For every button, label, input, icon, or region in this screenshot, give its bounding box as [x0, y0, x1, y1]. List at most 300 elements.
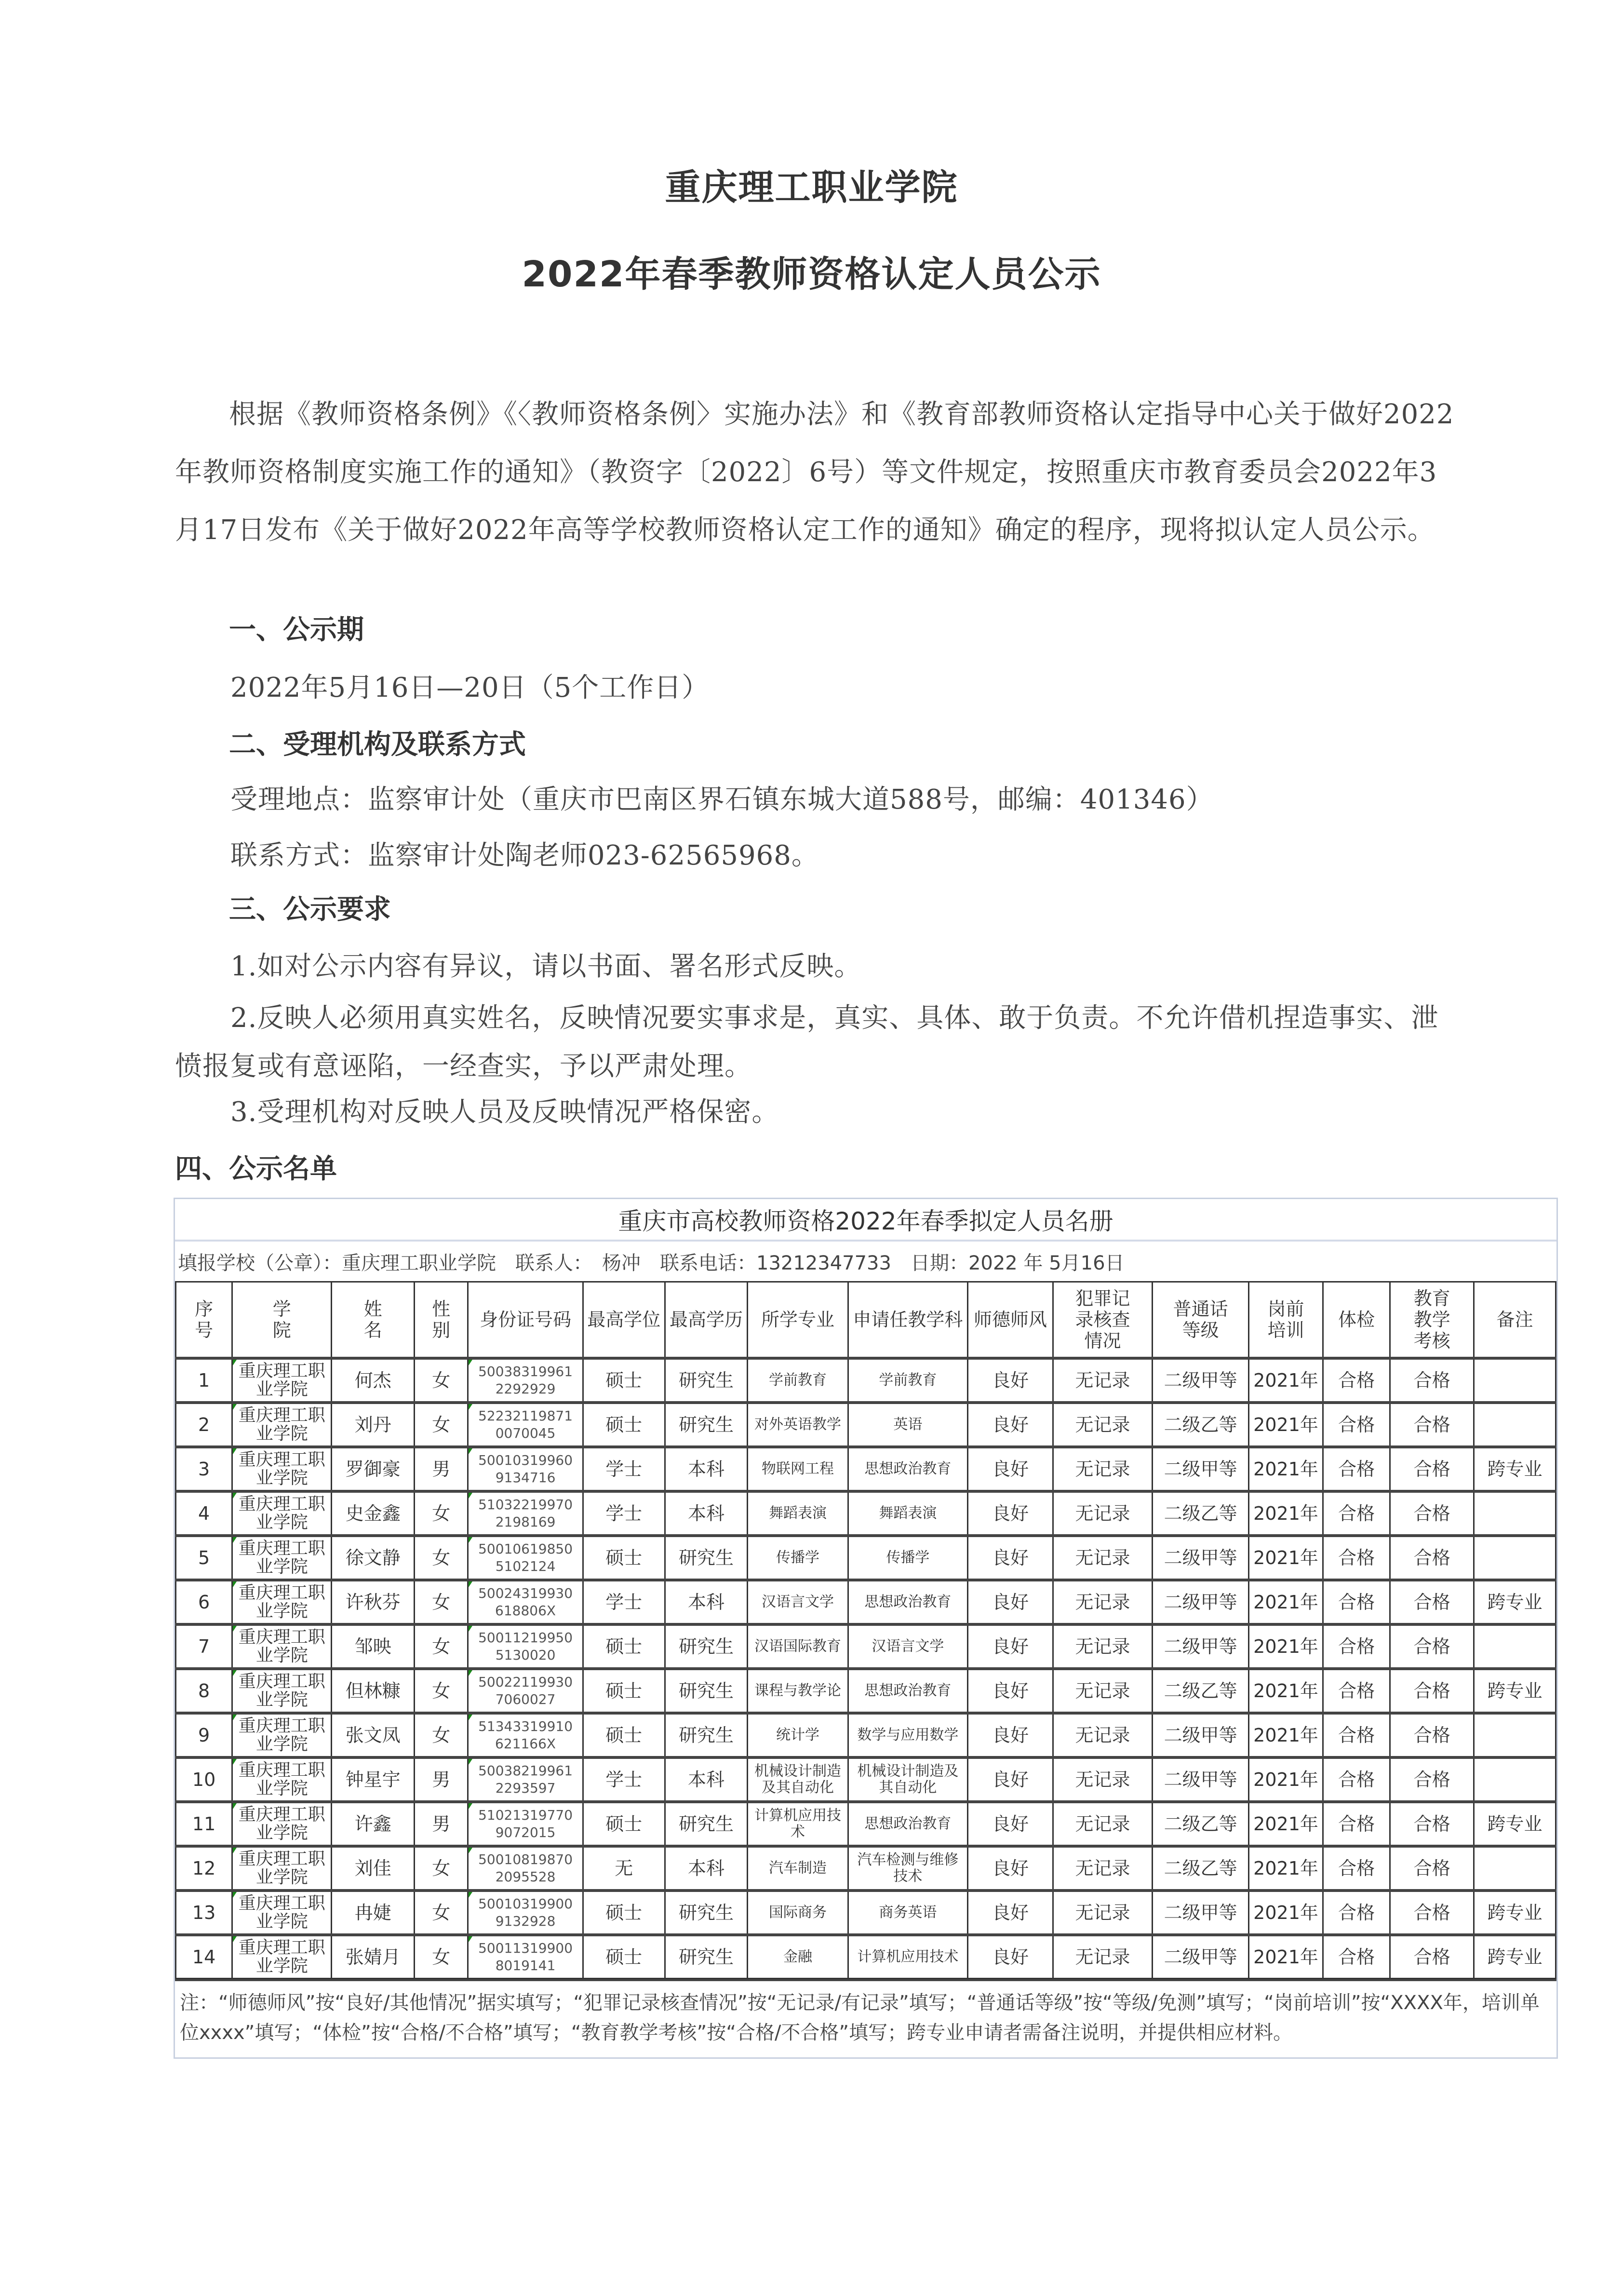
ethics-cell — [968, 1624, 1053, 1669]
remarks-cell — [1474, 1447, 1556, 1491]
cell-comment-marker-icon — [233, 1448, 237, 1454]
teaching-subject-value: 舞蹈表演 — [879, 1505, 937, 1522]
gender-cell — [415, 1358, 468, 1403]
report-date: 日期：2022 年 5月16日 — [910, 1252, 1125, 1274]
education-cell — [665, 1403, 748, 1447]
contact-phone: 联系电话：13212347733 — [660, 1252, 891, 1274]
degree-cell — [583, 1403, 665, 1447]
mandarin-level-cell — [1153, 1358, 1249, 1403]
ethics-value: 良好 — [992, 1946, 1029, 1968]
id-number-value: 51343319910621166X — [478, 1718, 573, 1752]
mandarin-level-cell — [1153, 1669, 1249, 1713]
roster-sheet — [174, 1198, 1558, 2059]
header-text-line: 名 — [363, 1320, 382, 1341]
degree-value: 无 — [615, 1858, 633, 1879]
college-cell — [232, 1580, 332, 1624]
cell-comment-marker-icon — [469, 1670, 472, 1676]
seq-value: 6 — [198, 1592, 210, 1613]
teaching-subject-value: 汉语言文学 — [872, 1638, 944, 1655]
physical-exam-value: 合格 — [1338, 1858, 1375, 1879]
cell-comment-marker-icon — [233, 1670, 237, 1676]
section1-heading: 一、公示期 — [229, 614, 364, 646]
id-number-value: 500112199505130020 — [478, 1630, 573, 1663]
remarks-cell — [1474, 1358, 1556, 1403]
col-physical-exam-header: 体检 — [1323, 1282, 1390, 1359]
college-value: 重庆理工职业学院 — [238, 1494, 325, 1532]
gender-value: 女 — [432, 1414, 451, 1435]
criminal-record-value: 无记录 — [1075, 1370, 1130, 1391]
mandarin-level-value: 二级甲等 — [1164, 1547, 1237, 1568]
ethics-cell — [968, 1358, 1053, 1403]
document-subtitle: 2022年春季教师资格认定人员公示 — [522, 254, 1101, 295]
seq-value: 4 — [198, 1503, 210, 1524]
teaching-subject-value: 思想政治教育 — [864, 1682, 952, 1699]
name-cell — [332, 1713, 415, 1757]
degree-cell — [583, 1447, 665, 1491]
id-number-cell — [468, 1713, 583, 1757]
major-value: 国际商务 — [768, 1904, 827, 1921]
criminal-record-value: 无记录 — [1075, 1680, 1130, 1702]
college-cell — [232, 1935, 332, 1979]
header-text-line: 性 — [432, 1298, 451, 1320]
ethics-value: 良好 — [992, 1813, 1029, 1835]
teaching-assessment-cell — [1390, 1891, 1474, 1935]
major-value: 汉语国际教育 — [754, 1638, 841, 1655]
criminal-record-cell — [1053, 1624, 1152, 1669]
education-value: 本科 — [687, 1459, 724, 1480]
col-college-header — [232, 1282, 332, 1359]
seq-value: 13 — [192, 1902, 216, 1923]
pre-job-training-value: 2021年 — [1253, 1503, 1318, 1524]
criminal-record-value: 无记录 — [1075, 1636, 1130, 1657]
education-cell — [665, 1802, 748, 1846]
degree-cell — [583, 1358, 665, 1403]
teaching-assessment-cell — [1390, 1669, 1474, 1713]
education-value: 本科 — [687, 1858, 724, 1879]
gender-cell — [415, 1447, 468, 1491]
teaching-subject-value: 学前教育 — [879, 1372, 937, 1389]
criminal-record-cell — [1053, 1669, 1152, 1713]
id-number-value: 510322199702198169 — [478, 1497, 573, 1530]
table-row — [176, 1669, 1556, 1713]
education-value: 研究生 — [678, 1946, 734, 1968]
seq-cell — [176, 1846, 232, 1891]
college-value: 重庆理工职业学院 — [238, 1672, 325, 1710]
criminal-record-value: 无记录 — [1075, 1725, 1130, 1746]
seq-cell — [176, 1891, 232, 1935]
education-cell — [665, 1491, 748, 1536]
table-row — [176, 1935, 1556, 1979]
college-cell — [232, 1624, 332, 1669]
table-note: 注：“师德师风”按“良好/其他情况”据实填写；“犯罪记录核查情况”按“无记录/有记录”填写；“普通话等级”按“等级/免测”填写；“岗前培训”按“XXXX年，培训单位xxxx”填写；“体检”按“合格/不合格”填写；“教育教学考核”按“合格/不合格”填写；跨专业申请者需备注说明，并提供相应材料。 — [175, 1979, 1556, 2057]
college-value: 重庆理工职业学院 — [238, 1627, 325, 1665]
degree-cell — [583, 1802, 665, 1846]
criminal-record-cell — [1053, 1358, 1152, 1403]
table-row — [176, 1891, 1556, 1935]
physical-exam-value: 合格 — [1338, 1902, 1375, 1923]
pre-job-training-value: 2021年 — [1253, 1547, 1318, 1568]
major-value: 对外英语教学 — [754, 1416, 841, 1433]
table-row — [176, 1491, 1556, 1536]
gender-value: 女 — [432, 1547, 451, 1568]
gender-cell — [415, 1536, 468, 1580]
degree-value: 学士 — [605, 1592, 643, 1613]
header-text-line: 情况 — [1084, 1330, 1121, 1351]
mandarin-level-cell — [1153, 1580, 1249, 1624]
id-number-cell — [468, 1536, 583, 1580]
teaching-assessment-cell — [1390, 1447, 1474, 1491]
degree-cell — [583, 1536, 665, 1580]
criminal-record-cell — [1053, 1713, 1152, 1757]
criminal-record-value: 无记录 — [1075, 1503, 1130, 1524]
ethics-cell — [968, 1935, 1053, 1979]
criminal-record-value: 无记录 — [1075, 1547, 1130, 1568]
degree-value: 硕士 — [605, 1902, 643, 1923]
teaching-subject-cell — [848, 1624, 968, 1669]
id-number-cell — [468, 1447, 583, 1491]
teaching-subject-value: 计算机应用技术 — [857, 1948, 959, 1965]
mandarin-level-cell — [1153, 1891, 1249, 1935]
remarks-cell — [1474, 1491, 1556, 1536]
teaching-assessment-cell — [1390, 1935, 1474, 1979]
gender-value: 女 — [432, 1370, 451, 1391]
mandarin-level-value: 二级甲等 — [1164, 1769, 1237, 1790]
teaching-assessment-cell — [1390, 1846, 1474, 1891]
id-number-value: 510213197709072015 — [478, 1807, 573, 1840]
teaching-subject-value: 思想政治教育 — [864, 1460, 952, 1477]
gender-value: 女 — [432, 1902, 451, 1923]
header-text-line: 犯罪记 — [1075, 1288, 1130, 1309]
gender-value: 女 — [432, 1946, 451, 1968]
header-row — [176, 1282, 1556, 1359]
major-value: 机械设计制造及其自动化 — [754, 1763, 841, 1796]
name-cell — [332, 1403, 415, 1447]
major-value: 课程与教学论 — [754, 1682, 841, 1699]
id-number-cell — [468, 1403, 583, 1447]
criminal-record-cell — [1053, 1536, 1152, 1580]
college-cell — [232, 1669, 332, 1713]
seq-cell — [176, 1580, 232, 1624]
cell-comment-marker-icon — [233, 1404, 237, 1410]
name-value: 邹映 — [354, 1636, 391, 1657]
name-value: 张文凤 — [345, 1725, 401, 1746]
college-cell — [232, 1891, 332, 1935]
name-value: 张婧月 — [345, 1946, 401, 1968]
mandarin-level-cell — [1153, 1403, 1249, 1447]
ethics-value: 良好 — [992, 1636, 1029, 1657]
seq-value: 3 — [198, 1459, 210, 1480]
ethics-cell — [968, 1403, 1053, 1447]
teaching-subject-value: 思想政治教育 — [864, 1594, 952, 1610]
criminal-record-value: 无记录 — [1075, 1858, 1130, 1879]
seq-value: 9 — [198, 1725, 210, 1746]
teaching-assessment-value: 合格 — [1413, 1769, 1450, 1790]
cell-comment-marker-icon — [469, 1404, 472, 1410]
teaching-assessment-cell — [1390, 1580, 1474, 1624]
ethics-cell — [968, 1713, 1053, 1757]
major-cell — [748, 1624, 848, 1669]
education-value: 本科 — [687, 1592, 724, 1613]
id-number-value: 50024319930618806X — [478, 1585, 573, 1619]
name-cell — [332, 1757, 415, 1802]
degree-value: 硕士 — [605, 1946, 643, 1968]
pre-job-training-cell — [1249, 1624, 1323, 1669]
major-cell — [748, 1757, 848, 1802]
degree-cell — [583, 1757, 665, 1802]
pre-job-training-cell — [1249, 1358, 1323, 1403]
gender-cell — [415, 1491, 468, 1536]
pre-job-training-value: 2021年 — [1253, 1414, 1318, 1435]
teaching-assessment-value: 合格 — [1413, 1414, 1450, 1435]
header-text-line: 院 — [272, 1320, 291, 1341]
id-number-cell — [468, 1757, 583, 1802]
gender-cell — [415, 1802, 468, 1846]
physical-exam-value: 合格 — [1338, 1946, 1375, 1968]
pre-job-training-cell — [1249, 1757, 1323, 1802]
pre-job-training-value: 2021年 — [1253, 1592, 1318, 1613]
requirement-item: 1.如对公示内容有异议，请以书面、署名形式反映。 — [230, 951, 862, 982]
pre-job-training-value: 2021年 — [1253, 1459, 1318, 1480]
major-value: 舞蹈表演 — [768, 1505, 827, 1522]
section2-heading: 二、受理机构及联系方式 — [229, 729, 526, 760]
ethics-value: 良好 — [992, 1414, 1029, 1435]
criminal-record-cell — [1053, 1447, 1152, 1491]
seq-value: 2 — [198, 1414, 210, 1435]
id-number-cell — [468, 1935, 583, 1979]
mandarin-level-value: 二级甲等 — [1164, 1946, 1237, 1968]
roster-title: 重庆市高校教师资格2022年春季拟定人员名册 — [175, 1199, 1556, 1242]
gender-value: 女 — [432, 1680, 451, 1702]
pre-job-training-value: 2021年 — [1253, 1370, 1318, 1391]
cell-comment-marker-icon — [469, 1448, 472, 1454]
college-value: 重庆理工职业学院 — [238, 1405, 325, 1444]
degree-cell — [583, 1891, 665, 1935]
remarks-cell — [1474, 1757, 1556, 1802]
cell-comment-marker-icon — [469, 1493, 472, 1499]
remarks-cell — [1474, 1536, 1556, 1580]
ethics-cell — [968, 1891, 1053, 1935]
teaching-assessment-cell — [1390, 1536, 1474, 1580]
mandarin-level-value: 二级甲等 — [1164, 1459, 1237, 1480]
ethics-value: 良好 — [992, 1459, 1029, 1480]
teaching-assessment-value: 合格 — [1413, 1813, 1450, 1835]
gender-cell — [415, 1669, 468, 1713]
name-cell — [332, 1447, 415, 1491]
teaching-subject-cell — [848, 1846, 968, 1891]
cell-comment-marker-icon — [233, 1936, 237, 1942]
major-cell — [748, 1935, 848, 1979]
major-value: 汽车制造 — [768, 1860, 827, 1877]
table-row — [176, 1447, 1556, 1491]
mandarin-level-value: 二级甲等 — [1164, 1902, 1237, 1923]
roster-info-line — [175, 1242, 1556, 1281]
teaching-assessment-value: 合格 — [1413, 1858, 1450, 1879]
name-cell — [332, 1491, 415, 1536]
degree-cell — [583, 1491, 665, 1536]
physical-exam-cell — [1323, 1358, 1390, 1403]
college-value: 重庆理工职业学院 — [238, 1361, 325, 1399]
degree-value: 硕士 — [605, 1547, 643, 1568]
intro-paragraph: 根据《教师资格条例》《〈教师资格条例〉实施办法》和《教育部教师资格认定指导中心关于做好2022年教师资格制度实施工作的通知》（教资字〔2022〕6号）等文件规定，按照重庆市教育委员会2022年3月17日发布《关于做好2022年高等学校教师资格认定工作的通知》确定的程序，现将拟认定人员公示。 — [175, 399, 1454, 546]
teaching-subject-value: 英语 — [893, 1416, 923, 1433]
criminal-record-value: 无记录 — [1075, 1946, 1130, 1968]
mandarin-level-value: 二级甲等 — [1164, 1592, 1237, 1613]
teaching-assessment-cell — [1390, 1624, 1474, 1669]
education-value: 研究生 — [678, 1680, 734, 1702]
name-cell — [332, 1935, 415, 1979]
gender-value: 男 — [432, 1769, 451, 1790]
teaching-assessment-cell — [1390, 1358, 1474, 1403]
teaching-subject-cell — [848, 1447, 968, 1491]
cell-comment-marker-icon — [233, 1715, 237, 1720]
college-value: 重庆理工职业学院 — [238, 1583, 325, 1621]
name-value: 罗御豪 — [345, 1459, 401, 1480]
cell-comment-marker-icon — [233, 1803, 237, 1809]
teaching-subject-cell — [848, 1403, 968, 1447]
seq-value: 5 — [198, 1547, 210, 1568]
teaching-assessment-value: 合格 — [1413, 1459, 1450, 1480]
gender-value: 女 — [432, 1592, 451, 1613]
col-seq-header — [176, 1282, 232, 1359]
gender-cell — [415, 1846, 468, 1891]
publicity-period: 2022年5月16日—20日（5个工作日） — [230, 672, 710, 703]
degree-cell — [583, 1669, 665, 1713]
college-value: 重庆理工职业学院 — [238, 1849, 325, 1887]
physical-exam-value: 合格 — [1338, 1370, 1375, 1391]
cell-comment-marker-icon — [469, 1936, 472, 1942]
id-number-value: 500382199612293597 — [478, 1763, 573, 1796]
mandarin-level-cell — [1153, 1447, 1249, 1491]
criminal-record-value: 无记录 — [1075, 1769, 1130, 1790]
education-value: 研究生 — [678, 1370, 734, 1391]
seq-cell — [176, 1536, 232, 1580]
seq-cell — [176, 1669, 232, 1713]
remarks-cell — [1474, 1846, 1556, 1891]
header-text-line: 号 — [195, 1320, 214, 1341]
seq-value: 8 — [198, 1680, 210, 1702]
degree-cell — [583, 1846, 665, 1891]
seq-cell — [176, 1713, 232, 1757]
gender-cell — [415, 1935, 468, 1979]
remarks-value: 跨专业 — [1487, 1592, 1543, 1613]
header-text-line: 序 — [195, 1298, 214, 1320]
gender-value: 男 — [432, 1813, 451, 1835]
section4-heading: 四、公示名单 — [175, 1153, 337, 1185]
physical-exam-value: 合格 — [1338, 1636, 1375, 1657]
college-cell — [232, 1846, 332, 1891]
criminal-record-value: 无记录 — [1075, 1459, 1130, 1480]
header-text-line: 别 — [432, 1320, 451, 1341]
name-value: 钟星宇 — [345, 1769, 401, 1790]
remarks-cell — [1474, 1403, 1556, 1447]
col-major-header: 所学专业 — [748, 1282, 848, 1359]
major-value: 计算机应用技术 — [754, 1807, 841, 1840]
name-value: 但林糠 — [345, 1680, 401, 1702]
id-number-value: 500221199307060027 — [478, 1674, 573, 1707]
teaching-assessment-cell — [1390, 1757, 1474, 1802]
cell-comment-marker-icon — [233, 1848, 237, 1853]
id-number-value: 500113199008019141 — [478, 1940, 573, 1973]
contact-person: 联系人： 杨冲 — [515, 1252, 641, 1274]
criminal-record-value: 无记录 — [1075, 1592, 1130, 1613]
education-cell — [665, 1757, 748, 1802]
physical-exam-value: 合格 — [1338, 1592, 1375, 1613]
cell-comment-marker-icon — [469, 1715, 472, 1720]
remarks-value: 跨专业 — [1487, 1902, 1543, 1923]
pre-job-training-cell — [1249, 1447, 1323, 1491]
criminal-record-cell — [1053, 1403, 1152, 1447]
criminal-record-cell — [1053, 1757, 1152, 1802]
physical-exam-value: 合格 — [1338, 1503, 1375, 1524]
pre-job-training-value: 2021年 — [1253, 1680, 1318, 1702]
cell-comment-marker-icon — [469, 1360, 472, 1365]
college-value: 重庆理工职业学院 — [238, 1805, 325, 1843]
requirement-item: 2.反映人必须用真实姓名，反映情况要实事求是，真实、具体、敢于负责。不允许借机捏造事实、泄愤报复或有意诬陷，一经查实，予以严肃处理。 — [175, 1002, 1439, 1082]
header-text-line: 岗前 — [1267, 1298, 1304, 1320]
teaching-assessment-value: 合格 — [1413, 1636, 1450, 1657]
degree-value: 学士 — [605, 1769, 643, 1790]
physical-exam-cell — [1323, 1580, 1390, 1624]
physical-exam-value: 合格 — [1338, 1459, 1375, 1480]
pre-job-training-value: 2021年 — [1253, 1813, 1318, 1835]
remarks-value: 跨专业 — [1487, 1680, 1543, 1702]
header-text-line: 教育 — [1413, 1288, 1450, 1309]
table-row — [176, 1536, 1556, 1580]
remarks-cell — [1474, 1891, 1556, 1935]
table-row — [176, 1624, 1556, 1669]
college-value: 重庆理工职业学院 — [238, 1938, 325, 1976]
college-cell — [232, 1713, 332, 1757]
ethics-value: 良好 — [992, 1680, 1029, 1702]
cell-comment-marker-icon — [469, 1759, 472, 1765]
col-teaching-subject-header: 申请任教学科 — [848, 1282, 968, 1359]
criminal-record-value: 无记录 — [1075, 1414, 1130, 1435]
header-text-line: 教学 — [1413, 1309, 1450, 1330]
teaching-subject-cell — [848, 1580, 968, 1624]
education-cell — [665, 1935, 748, 1979]
table-row — [176, 1580, 1556, 1624]
col-education-header: 最高学历 — [665, 1282, 748, 1359]
mandarin-level-value: 二级乙等 — [1164, 1813, 1237, 1835]
college-value: 重庆理工职业学院 — [238, 1450, 325, 1488]
cell-comment-marker-icon — [233, 1493, 237, 1499]
name-cell — [332, 1846, 415, 1891]
physical-exam-value: 合格 — [1338, 1769, 1375, 1790]
cell-comment-marker-icon — [469, 1537, 472, 1543]
cell-comment-marker-icon — [469, 1626, 472, 1632]
header-text-line: 考核 — [1413, 1330, 1450, 1351]
mandarin-level-value: 二级乙等 — [1164, 1503, 1237, 1524]
ethics-value: 良好 — [992, 1503, 1029, 1524]
major-cell — [748, 1358, 848, 1403]
remarks-value: 跨专业 — [1487, 1946, 1543, 1968]
seq-value: 7 — [198, 1636, 210, 1657]
education-value: 研究生 — [678, 1547, 734, 1568]
remarks-cell — [1474, 1580, 1556, 1624]
criminal-record-cell — [1053, 1491, 1152, 1536]
header-text-line: 普通话 — [1173, 1298, 1228, 1320]
seq-value: 1 — [198, 1370, 210, 1391]
pre-job-training-value: 2021年 — [1253, 1858, 1318, 1879]
degree-value: 硕士 — [605, 1680, 643, 1702]
name-value: 徐文静 — [345, 1547, 401, 1568]
seq-value: 11 — [192, 1813, 216, 1835]
header-text-line: 学 — [272, 1298, 291, 1320]
cell-comment-marker-icon — [233, 1537, 237, 1543]
major-cell — [748, 1536, 848, 1580]
physical-exam-cell — [1323, 1669, 1390, 1713]
ethics-value: 良好 — [992, 1592, 1029, 1613]
